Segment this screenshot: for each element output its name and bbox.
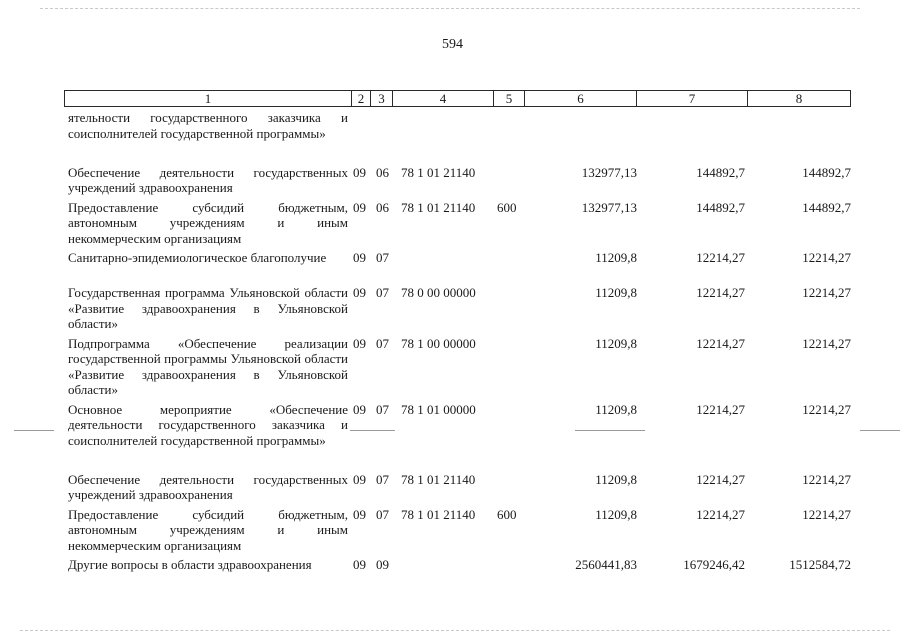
row-value-8: 1512584,72 <box>789 557 851 572</box>
header-col-8: 8 <box>795 91 803 106</box>
row-subsection: 09 <box>376 557 389 572</box>
row-section: 09 <box>353 285 366 300</box>
row-value-7: 144892,7 <box>696 164 745 180</box>
row-subsection: 07 <box>376 250 389 265</box>
row-name: Обеспечение деятельности государственных учреждений здравоохранения <box>68 471 348 502</box>
scan-artifact-bottom <box>20 630 890 632</box>
row-value-6: 11209,8 <box>595 471 637 487</box>
table-row <box>0 336 905 398</box>
row-value-6: 11209,8 <box>595 506 637 522</box>
row-target-article: 78 1 00 00000 <box>401 335 476 351</box>
row-subsection: 07 <box>376 471 389 487</box>
row-subsection: 06 <box>376 164 389 180</box>
row-section: 09 <box>353 506 366 522</box>
row-name: ятельности государственного заказчика и соисполнителей государственной программы» <box>68 110 348 141</box>
row-name: Предоставление субсидий бюджетным, автономным учреждениям и иным некоммерческим организациям <box>68 506 348 553</box>
row-name: Основное мероприятие «Обеспечение деятельности государственного заказчика и соисполнителей государственной программы» <box>68 401 348 448</box>
row-section: 09 <box>353 250 366 265</box>
table-row <box>0 250 905 281</box>
row-value-7: 1679246,42 <box>683 557 745 572</box>
row-value-6: 11209,8 <box>595 335 637 351</box>
row-value-6: 2560441,83 <box>575 557 637 572</box>
row-section: 09 <box>353 199 366 215</box>
row-target-article: 78 1 01 21140 <box>401 164 476 180</box>
scan-artifact-top <box>40 8 860 10</box>
row-subsection: 07 <box>376 335 389 351</box>
row-value-7: 12214,27 <box>696 335 745 351</box>
table-row <box>0 557 905 588</box>
header-col-1: 1 <box>65 91 352 106</box>
row-value-6: 11209,8 <box>595 401 637 417</box>
row-name: Государственная программа Ульяновской области «Развитие здравоохранения в Ульяновской области» <box>68 285 348 331</box>
row-target-article: 78 1 01 21140 <box>401 199 476 215</box>
table-row <box>0 165 905 196</box>
row-value-8: 144892,7 <box>802 199 851 215</box>
row-value-8: 12214,27 <box>802 506 851 522</box>
header-col-6: 6 <box>525 91 637 106</box>
row-subsection: 06 <box>376 199 389 215</box>
table-row <box>0 402 905 464</box>
row-section: 09 <box>353 471 366 487</box>
row-value-6: 11209,8 <box>595 250 637 265</box>
row-value-7: 144892,7 <box>696 199 745 215</box>
row-name: Обеспечение деятельности государственных учреждений здравоохранения <box>68 164 348 195</box>
row-value-7: 12214,27 <box>696 285 745 300</box>
header-col-3: 3 <box>371 91 393 106</box>
table-row <box>0 472 905 503</box>
row-name: Санитарно-эпидемиологическое благополучие <box>68 250 327 265</box>
row-value-8: 12214,27 <box>802 401 851 417</box>
row-target-article: 78 1 01 21140 <box>401 506 476 522</box>
row-subsection: 07 <box>376 285 389 300</box>
row-value-8: 12214,27 <box>802 250 851 265</box>
table-row <box>0 285 905 332</box>
row-expense-type: 600 <box>497 199 517 215</box>
row-value-7: 12214,27 <box>696 250 745 265</box>
row-section: 09 <box>353 335 366 351</box>
row-target-article: 78 1 01 00000 <box>401 401 476 417</box>
row-value-6: 132977,13 <box>581 164 637 180</box>
row-value-8: 12214,27 <box>802 285 851 300</box>
row-subsection: 07 <box>376 401 389 417</box>
row-expense-type: 600 <box>497 506 517 522</box>
header-col-4: 4 <box>393 91 494 106</box>
table-header <box>64 90 851 107</box>
row-value-8: 12214,27 <box>802 471 851 487</box>
row-value-8: 12214,27 <box>802 335 851 351</box>
row-target-article: 78 0 00 00000 <box>401 285 476 300</box>
header-col-7: 7 <box>637 91 748 106</box>
row-value-7: 12214,27 <box>696 471 745 487</box>
row-name: Предоставление субсидий бюджетным, автономным учреждениям и иным некоммерческим организациям <box>68 199 348 246</box>
table-row <box>0 507 905 554</box>
row-subsection: 07 <box>376 506 389 522</box>
row-value-6: 132977,13 <box>581 199 637 215</box>
header-col-2: 2 <box>352 91 371 106</box>
table-body <box>0 110 905 588</box>
row-target-article: 78 1 01 21140 <box>401 471 476 487</box>
page-number: 594 <box>442 37 463 52</box>
header-col-5: 5 <box>494 91 525 106</box>
row-name: Другие вопросы в области здравоохранения <box>68 557 312 572</box>
row-value-7: 12214,27 <box>696 401 745 417</box>
table-row <box>0 110 905 157</box>
row-section: 09 <box>353 557 366 572</box>
table-row <box>0 200 905 247</box>
row-value-7: 12214,27 <box>696 506 745 522</box>
row-value-8: 144892,7 <box>802 164 851 180</box>
row-section: 09 <box>353 401 366 417</box>
row-value-6: 11209,8 <box>595 285 637 300</box>
row-name: Подпрограмма «Обеспечение реализации государственной программы Ульяновской области «Развитие здравоохранения в Ульяновской области» <box>68 335 348 397</box>
row-section: 09 <box>353 164 366 180</box>
